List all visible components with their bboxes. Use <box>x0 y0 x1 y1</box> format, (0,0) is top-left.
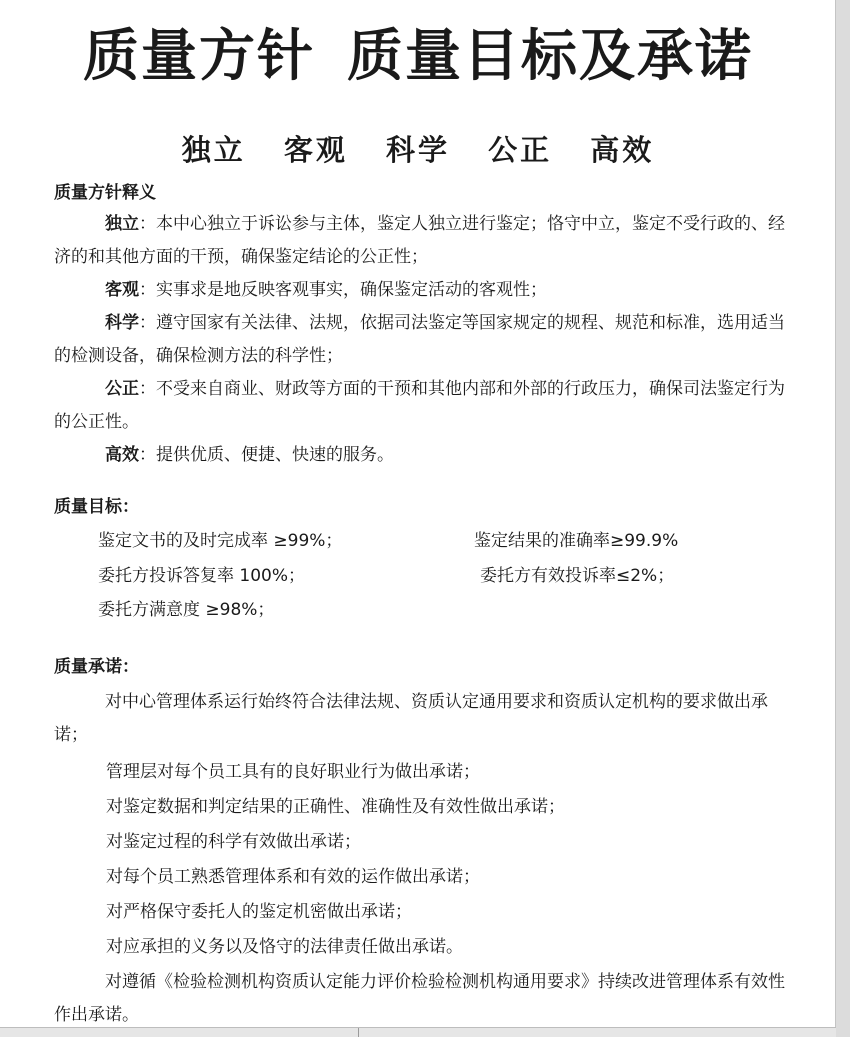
title-part-objectives: 质量目标及承诺 <box>347 23 753 89</box>
policy-item-term: 客观 <box>105 280 139 300</box>
policy-word: 独立 <box>181 133 246 167</box>
commitment-last <box>54 966 789 1032</box>
policy-item-term: 独立 <box>105 214 139 234</box>
policy-item-text: 遵守国家有关法律、法规，依据司法鉴定等国家规定的规程、规范和标准，选用适当的检测设备，确保检测方法的科学性； <box>54 313 785 366</box>
objective-item: 委托方满意度 ≥98%； <box>98 600 275 620</box>
policy-word: 科学 <box>385 133 450 167</box>
policy-item-objective: 客观：实事求是地反映客观事实，确保鉴定活动的客观性； <box>105 280 547 300</box>
objective-item: 鉴定文书的及时完成率 ≥99%； <box>98 531 343 551</box>
objective-item: 委托方投诉答复率 100%； <box>98 566 306 586</box>
objective-item: 鉴定结果的准确率≥99.9% <box>474 531 679 551</box>
commitment-section-heading: 质量承诺： <box>54 657 139 677</box>
commitment-text: 对中心管理体系运行始终符合法律法规、资质认定通用要求和资质认定机构的要求做出承诺； <box>54 692 768 745</box>
bottom-toolbar-strip <box>0 1027 836 1037</box>
policy-item-independent: 独立：本中心独立于诉讼参与主体，鉴定人独立进行鉴定；恪守中立，鉴定不受行政的、经济的和其他方面的干预，确保鉴定结论的公正性； <box>54 214 785 267</box>
policy-item-impartial: 公正：不受来自商业、财政等方面的干预和其他内部和外部的行政压力，确保司法鉴定行为的公正性。 <box>54 379 785 432</box>
title-part-policy: 质量方针 <box>83 23 315 89</box>
policy-section-heading: 质量方针释义 <box>54 183 156 203</box>
commitment-item: 对鉴定过程的科学有效做出承诺； <box>106 832 361 852</box>
policy-words <box>0 128 836 172</box>
objectives-section-heading: 质量目标： <box>54 497 139 517</box>
commitment-item: 对每个员工熟悉管理体系和有效的运作做出承诺； <box>106 867 480 887</box>
commitment-item: 对鉴定数据和判定结果的正确性、准确性及有效性做出承诺； <box>106 797 565 817</box>
commitment-text: 对遵循《检验检测机构资质认定能力评价检验检测机构通用要求》持续改进管理体系有效性作出承诺。 <box>54 972 785 1025</box>
policy-word: 客观 <box>283 133 348 167</box>
policy-item-text: 本中心独立于诉讼参与主体，鉴定人独立进行鉴定；恪守中立，鉴定不受行政的、经济的和其他方面的干预，确保鉴定结论的公正性； <box>54 214 785 267</box>
toolbar-divider <box>358 1028 359 1037</box>
policy-word: 高效 <box>590 133 655 167</box>
policy-item-scientific: 科学：遵守国家有关法律、法规，依据司法鉴定等国家规定的规程、规范和标准，选用适当的检测设备，确保检测方法的科学性； <box>54 313 785 366</box>
page-right-edge <box>835 0 850 1037</box>
policy-item-text: 实事求是地反映客观事实，确保鉴定活动的客观性； <box>156 280 547 300</box>
commitment-item: 对应承担的义务以及恪守的法律责任做出承诺。 <box>106 937 463 957</box>
commitment-item: 对严格保守委托人的鉴定机密做出承诺； <box>106 902 412 922</box>
policy-item-text: 不受来自商业、财政等方面的干预和其他内部和外部的行政压力，确保司法鉴定行为的公正性。 <box>54 379 785 432</box>
policy-item-term: 高效 <box>105 445 139 465</box>
page-title <box>0 18 836 94</box>
policy-item-term: 科学 <box>105 313 139 333</box>
policy-item-efficient: 高效：提供优质、便捷、快速的服务。 <box>105 445 394 465</box>
policy-item-term: 公正 <box>105 379 139 399</box>
objective-item: 委托方有效投诉率≤2%； <box>480 566 675 586</box>
policy-word: 公正 <box>488 133 553 167</box>
commitment-item: 管理层对每个员工具有的良好职业行为做出承诺； <box>106 762 480 782</box>
policy-item-text: 提供优质、便捷、快速的服务。 <box>156 445 394 465</box>
commitment-first <box>54 686 789 752</box>
